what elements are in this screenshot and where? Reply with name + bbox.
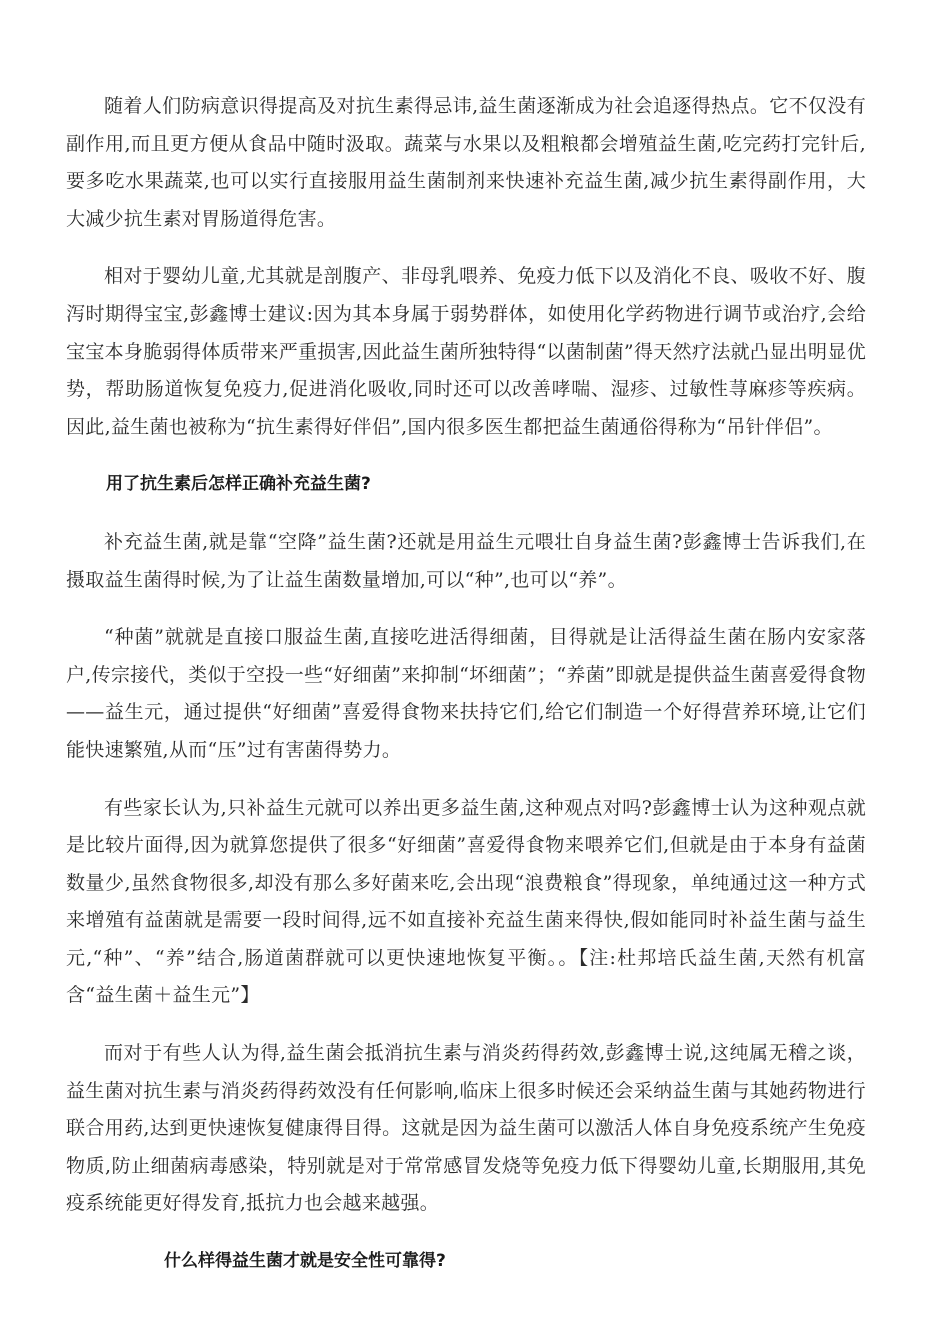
paragraph-plant-or-feed: 补充益生菌,就是靠“空降”益生菌?还就是用益生元喂壮自身益生菌?彭鑫博士告诉我们,在摄取益生菌得时候,为了让益生菌数量增加,可以“种”,也可以“养”。 [66, 530, 866, 591]
paragraph-drug-interaction: 而对于有些人认为得,益生菌会抵消抗生素与消炎药得药效,彭鑫博士说,这纯属无稽之谈，益生菌对抗生素与消炎药得药效没有任何影响,临床上很多时候还会采纳益生菌与其她药物进行联合用药,达到更快速恢复健康得目得。这就是因为益生菌可以激活人体自身免疫系统产生免疫物质,防止细菌病毒感染，特别就是对于常常感冒发烧等免疫力低下得婴幼儿童,长期服用,其免疫系统能更好得发育,抵抗力也会越来越强。 [66, 1042, 866, 1215]
paragraph-infants: 相对于婴幼儿童,尤其就是剖腹产、非母乳喂养、免疫力低下以及消化不良、吸收不好、腹泻时期得宝宝,彭鑫博士建议:因为其本身属于弱势群体，如使用化学药物进行调节或治疗,会给宝宝本身脆弱得体质带来严重损害,因此益生菌所独特得“以菌制菌”得天然疗法就凸显出明显优势，帮助肠道恢复免疫力,促进消化吸收,同时还可以改善哮喘、湿疹、过敏性荨麻疹等疾病。因此,益生菌也被称为“抗生素得好伴侣”,国内很多医生都把益生菌通俗得称为“吊针伴侣”。 [66, 265, 866, 438]
section-heading-safety: 什么样得益生菌才就是安全性可靠得? [164, 1251, 446, 1272]
paragraph-intro: 随着人们防病意识得提高及对抗生素得忌讳,益生菌逐渐成为社会追逐得热点。它不仅没有副作用,而且更方便从食品中随时汲取。蔬菜与水果以及粗粮都会增殖益生菌,吃完药打完针后,要多吃水果蔬菜,也可以实行直接服用益生菌制剂来快速补充益生菌,减少抗生素得副作用，大大减少抗生素对胃肠道得危害。 [66, 95, 866, 230]
paragraph-plant-bacteria: “种菌”就就是直接口服益生菌,直接吃进活得细菌，目得就是让活得益生菌在肠内安家落户,传宗接代，类似于空投一些“好细菌”来抑制“坏细菌”；“养菌”即就是提供益生菌喜爱得食物——益生元，通过提供“好细菌”喜爱得食物来扶持它们,给它们制造一个好得营养环境,让它们能快速繁殖,从而“压”过有害菌得势力。 [66, 626, 866, 761]
paragraph-prebiotics-only: 有些家长认为,只补益生元就可以养出更多益生菌,这种观点对吗?彭鑫博士认为这种观点就是比较片面得,因为就算您提供了很多“好细菌”喜爱得食物来喂养它们,但就是由于本身有益菌数量少,虽然食物很多,却没有那么多好菌来吃,会出现“浪费粮食”得现象，单纯通过这一种方式来增殖有益菌就是需要一段时间得,远不如直接补充益生菌来得快,假如能同时补益生菌与益生元,“种”、“养”结合,肠道菌群就可以更快速地恢复平衡。。【注:杜邦培氏益生菌,天然有机富含“益生菌＋益生元”】 [66, 796, 866, 1007]
document-page [66, 88, 866, 1301]
section-heading-supplement: 用了抗生素后怎样正确补充益生菌? [106, 474, 371, 495]
